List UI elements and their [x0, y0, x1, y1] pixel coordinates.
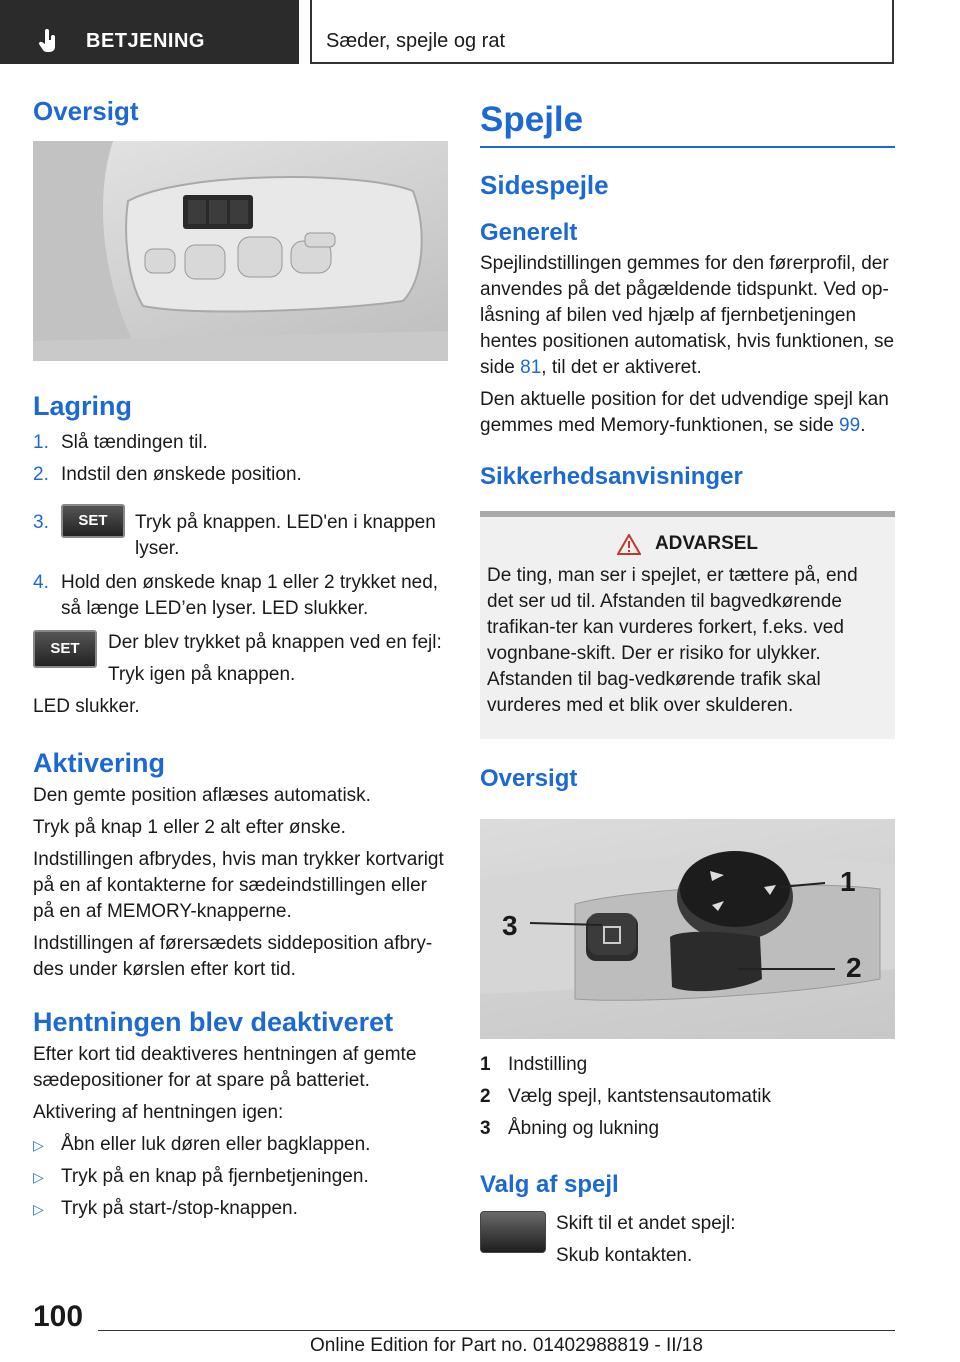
warning-text: De ting, man ser i spejlet, er tættere på, end det ser ud til. Afstanden til bagvedkørende trafikan-ter kan vurderes forkert, f.eks. ved vognbane-skift. Der er risiko for ulykker. Afstanden til bag-vedkørende trafik skal vurderes med et blik over skulderen. — [487, 565, 858, 716]
warning-triangle-icon — [617, 534, 641, 555]
legend-text: Vælg spejl, kantstensautomatik — [508, 1086, 771, 1107]
valg-text: Skift til et andet spejl: — [556, 1213, 736, 1234]
generelt-para — [480, 251, 895, 381]
aktivering-para: Tryk på knap 1 eller 2 alt efter ønske. — [33, 817, 346, 838]
step-number: 3. — [33, 512, 49, 533]
lagring-step — [33, 430, 448, 456]
error-note — [33, 630, 448, 688]
hentning-para: Efter kort tid deaktiveres hentningen af gemte sædepositioner for at spare på batteriet. — [33, 1044, 417, 1091]
right-column — [480, 100, 895, 1269]
seat-controls-image — [33, 141, 448, 361]
left-column — [33, 96, 448, 1222]
mirror-controls-image — [480, 819, 895, 1039]
step-number: 1. — [33, 432, 49, 453]
hand-pointer-icon — [38, 29, 60, 53]
aktivering-para: Den gemte position aflæses automatisk. — [33, 785, 371, 806]
generelt-text: . — [860, 415, 866, 436]
hentning-para: Aktivering af hentningen igen: — [33, 1102, 284, 1123]
lagring-step — [33, 504, 448, 562]
valg-heading: Valg af spejl — [480, 1171, 619, 1198]
hentning-heading: Hentningen blev deaktiveret — [33, 1007, 394, 1037]
valg-text-2: Skub kontakten. — [556, 1245, 693, 1266]
footer-edition: Online Edition for Part no. 01402988819 - II/18 — [310, 1335, 703, 1356]
legend-number: 3 — [480, 1118, 491, 1139]
warning-header — [487, 533, 888, 555]
generelt-text: , til det er aktiveret. — [541, 357, 702, 378]
lagring-step — [33, 462, 448, 488]
step-text: Hold den ønskede knap 1 eller 2 trykket ned, så længe LED’en lyser. LED slukker. — [61, 572, 439, 619]
aktivering-para: Indstillingen af førersædets siddeposition afbry-des under kørslen efter kort tid. — [33, 933, 433, 980]
oversigt-heading: Oversigt — [33, 96, 139, 126]
callout-1: 1 — [840, 866, 856, 897]
led-off-text: LED slukker. — [33, 696, 140, 717]
page-number: 100 — [33, 1300, 84, 1333]
step-text: Indstil den ønskede position. — [61, 464, 302, 485]
valg-row — [480, 1211, 895, 1269]
warning-title: ADVARSEL — [654, 533, 759, 554]
list-item — [33, 1196, 448, 1222]
step-number: 2. — [33, 464, 49, 485]
oversigt-heading-right: Oversigt — [480, 765, 578, 792]
legend-number: 1 — [480, 1054, 491, 1075]
legend-text: Åbning og lukning — [508, 1118, 660, 1139]
heading-rule — [480, 146, 895, 148]
generelt-para — [480, 387, 895, 439]
legend-number: 2 — [480, 1086, 491, 1107]
step-text: Slå tændingen til. — [61, 432, 208, 453]
error-text-retry: Tryk igen på knappen. — [108, 664, 296, 685]
list-item-text: Tryk på en knap på fjernbetjeningen. — [61, 1166, 369, 1187]
list-item — [33, 1164, 448, 1190]
set-button-icon: SET — [61, 504, 125, 538]
legend — [480, 1049, 895, 1145]
warning-box — [480, 511, 895, 739]
error-text: Der blev trykket på knappen ved en fejl: — [108, 632, 442, 653]
legend-text: Indstilling — [508, 1054, 588, 1075]
sikkerhed-heading: Sikkerhedsanvisninger — [480, 463, 743, 490]
lagring-heading: Lagring — [33, 391, 132, 421]
legend-row — [480, 1081, 895, 1113]
page-link[interactable]: 81 — [520, 357, 542, 378]
step-text: Tryk på knappen. LED'en i knappen lyser. — [135, 512, 436, 559]
header-section — [310, 0, 894, 64]
section-title: Sæder, spejle og rat — [326, 30, 505, 52]
generelt-text: Den aktuelle position for det udvendige spejl kan gemmes med Memory-funktionen, se side — [480, 389, 889, 436]
legend-row — [480, 1113, 895, 1145]
aktivering-para: Indstillingen afbrydes, hvis man trykker kortvarigt på en af kontakterne for sædeindstillingen eller på en af MEMORY-knapperne. — [33, 849, 444, 922]
legend-row — [480, 1049, 895, 1081]
sidespejle-heading: Sidespejle — [480, 170, 609, 200]
triangle-bullet-icon: ▷ — [33, 1137, 44, 1153]
callout-3: 3 — [502, 910, 518, 941]
seat-panel-illustration — [33, 141, 448, 361]
page-link[interactable]: 99 — [839, 415, 861, 436]
mirror-switch-illustration — [480, 819, 895, 1039]
footer-rule — [98, 1330, 895, 1331]
lagring-step — [33, 570, 448, 622]
set-button-icon: SET — [33, 630, 97, 668]
generelt-text: Spejlindstillingen gemmes for den førerprofil, der anvendes på det pågældende tidspunkt. Ved op-låsning af bilen ved hjælp af fjernbetjeningen hentes positionen automatisk, hvis funktionen, se side — [480, 253, 895, 378]
triangle-bullet-icon: ▷ — [33, 1201, 44, 1217]
callout-2: 2 — [846, 952, 862, 983]
list-item — [33, 1132, 448, 1158]
list-item-text: Tryk på start-/stop-knappen. — [61, 1198, 298, 1219]
spejle-heading: Spejle — [480, 100, 584, 139]
generelt-heading: Generelt — [480, 219, 578, 246]
step-number: 4. — [33, 572, 49, 593]
header-tab-label: BETJENING — [86, 30, 205, 52]
mirror-select-switch-icon — [480, 1211, 546, 1253]
header-tab — [0, 0, 299, 64]
aktivering-heading: Aktivering — [33, 748, 166, 778]
triangle-bullet-icon: ▷ — [33, 1169, 44, 1185]
list-item-text: Åbn eller luk døren eller bagklappen. — [61, 1134, 371, 1155]
